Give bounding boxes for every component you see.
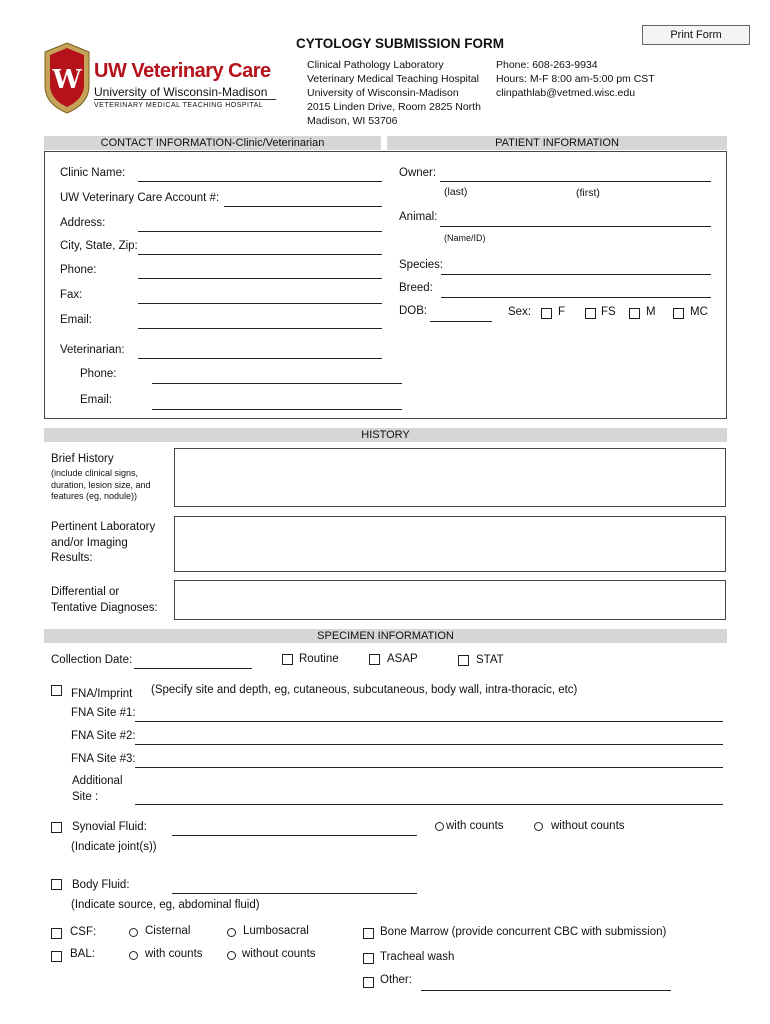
lab-contact: Phone: 608-263-9934 Hours: M-F 8:00 am-5:00 pm CST clinpathlab@vetmed.wisc.edu: [496, 59, 655, 99]
collection-date-field[interactable]: [134, 668, 252, 669]
differential-label: Differential or Tentative Diagnoses:: [51, 586, 158, 614]
bal-label: BAL:: [70, 948, 95, 960]
csf-label: CSF:: [70, 926, 97, 938]
synovial-checkbox[interactable]: [51, 822, 62, 833]
asap-checkbox[interactable]: [369, 654, 380, 665]
owner-label: Owner:: [399, 167, 437, 179]
tracheal-wash-label: Tracheal wash: [380, 951, 455, 963]
sex-m-checkbox[interactable]: [629, 308, 640, 319]
clinic-name-field[interactable]: [138, 181, 382, 182]
owner-field[interactable]: [440, 181, 711, 182]
fna-label: FNA/Imprint: [71, 688, 133, 700]
address-field[interactable]: [138, 231, 382, 232]
lab-results-label: Pertinent Laboratory and/or Imaging Results:: [51, 521, 156, 564]
species-field[interactable]: [441, 274, 711, 275]
vet-email-field[interactable]: [152, 409, 402, 410]
other-field[interactable]: [421, 990, 671, 991]
phone-field[interactable]: [138, 278, 382, 279]
sex-fs-checkbox[interactable]: [585, 308, 596, 319]
brief-history-label: Brief History: [51, 453, 114, 465]
synovial-without-counts-radio[interactable]: [534, 822, 543, 831]
cisternal-radio[interactable]: [129, 928, 138, 937]
species-label: Species:: [399, 259, 444, 271]
email-label: Email:: [60, 314, 92, 326]
sex-label: Sex:: [508, 306, 532, 318]
bal-without-counts-label: without counts: [242, 948, 316, 960]
address-label: Address:: [60, 217, 106, 229]
sex-m-label: M: [646, 306, 656, 318]
bone-marrow-label: Bone Marrow (provide concurrent CBC with submission): [380, 926, 667, 938]
additional-site-label: Additional Site :: [72, 775, 123, 803]
owner-first-hint: (first): [576, 187, 600, 199]
vet-email-label: Email:: [80, 394, 112, 406]
lumbosacral-radio[interactable]: [227, 928, 236, 937]
stat-checkbox[interactable]: [458, 655, 469, 666]
asap-label: ASAP: [387, 653, 418, 665]
lumbosacral-label: Lumbosacral: [243, 925, 309, 937]
sex-f-checkbox[interactable]: [541, 308, 552, 319]
csf-checkbox[interactable]: [51, 928, 62, 939]
joint-hint: (Indicate joint(s)): [71, 841, 157, 853]
synovial-with-counts-label: with counts: [446, 820, 504, 832]
phone-label: Phone:: [60, 264, 97, 276]
dob-field[interactable]: [430, 321, 492, 322]
fna-site3-label: FNA Site #3:: [71, 753, 136, 765]
stat-label: STAT: [476, 654, 504, 666]
bone-marrow-checkbox[interactable]: [363, 928, 374, 939]
breed-field[interactable]: [441, 297, 711, 298]
clinic-name-label: Clinic Name:: [60, 167, 126, 179]
contact-section-header: CONTACT INFORMATION-Clinic/Veterinarian: [44, 136, 381, 150]
lab-address: Clinical Pathology Laboratory Veterinary Medical Teaching Hospital University of Wisconsin-Madison 2015 Linden Drive, Room 2825 North Madison, WI 53706: [307, 59, 481, 127]
lab-results-field[interactable]: [174, 516, 726, 572]
tracheal-wash-checkbox[interactable]: [363, 953, 374, 964]
breed-label: Breed:: [399, 282, 433, 294]
sex-mc-label: MC: [690, 306, 708, 318]
vet-phone-field[interactable]: [152, 383, 402, 384]
fna-note: (Specify site and depth, eg, cutaneous, subcutaneous, body wall, intra-thoracic, etc): [151, 684, 578, 696]
logo-name: UW Veterinary Care: [94, 60, 271, 82]
fna-checkbox[interactable]: [51, 685, 62, 696]
synovial-label: Synovial Fluid:: [72, 821, 147, 833]
uw-shield-logo: [44, 42, 90, 114]
synovial-with-counts-radio[interactable]: [435, 822, 444, 831]
logo-university: University of Wisconsin-Madison: [94, 85, 268, 99]
patient-section-header: PATIENT INFORMATION: [387, 136, 727, 150]
animal-field[interactable]: [440, 226, 711, 227]
fna-site2-label: FNA Site #2:: [71, 730, 136, 742]
owner-last-hint: (last): [444, 186, 468, 198]
fax-label: Fax:: [60, 289, 83, 301]
dob-label: DOB:: [399, 305, 428, 317]
differential-field[interactable]: [174, 580, 726, 620]
additional-site-field[interactable]: [135, 804, 723, 805]
synovial-field[interactable]: [172, 835, 417, 836]
logo-divider: [94, 99, 276, 100]
other-label: Other:: [380, 974, 412, 986]
fna-site1-label: FNA Site #1:: [71, 707, 136, 719]
animal-id-hint: (Name/ID): [444, 233, 486, 243]
sex-f-label: F: [558, 306, 566, 318]
body-fluid-label: Body Fluid:: [72, 879, 130, 891]
fax-field[interactable]: [138, 303, 382, 304]
print-form-button[interactable]: Print Form: [642, 25, 750, 45]
animal-label: Animal:: [399, 211, 438, 223]
brief-history-field[interactable]: [174, 448, 726, 507]
synovial-without-counts-label: without counts: [551, 820, 625, 832]
fna-site3-field[interactable]: [135, 767, 723, 768]
sex-fs-label: FS: [601, 306, 616, 318]
bal-without-counts-radio[interactable]: [227, 951, 236, 960]
account-label: UW Veterinary Care Account #:: [60, 192, 220, 204]
form-title: CYTOLOGY SUBMISSION FORM: [296, 36, 505, 51]
veterinarian-label: Veterinarian:: [60, 344, 125, 356]
brief-history-note: (include clinical signs, duration, lesion size, and features (eg, nodule)): [51, 468, 151, 501]
vet-phone-label: Phone:: [80, 368, 117, 380]
email-field[interactable]: [138, 328, 382, 329]
routine-label: Routine: [299, 653, 339, 665]
cisternal-label: Cisternal: [145, 925, 191, 937]
body-fluid-field[interactable]: [172, 893, 417, 894]
fna-site1-field[interactable]: [135, 721, 723, 722]
bal-with-counts-radio[interactable]: [129, 951, 138, 960]
account-field[interactable]: [224, 206, 382, 207]
collection-date-label: Collection Date:: [51, 654, 133, 666]
routine-checkbox[interactable]: [282, 654, 293, 665]
source-hint: (Indicate source, eg, abdominal fluid): [71, 899, 260, 911]
bal-checkbox[interactable]: [51, 951, 62, 962]
history-section-header: HISTORY: [44, 428, 727, 442]
other-checkbox[interactable]: [363, 977, 374, 988]
sex-mc-checkbox[interactable]: [673, 308, 684, 319]
fna-site2-field[interactable]: [135, 744, 723, 745]
logo-hospital: VETERINARY MEDICAL TEACHING HOSPITAL: [94, 102, 264, 109]
bal-with-counts-label: with counts: [145, 948, 203, 960]
shield-letter: W: [52, 65, 82, 95]
specimen-section-header: SPECIMEN INFORMATION: [44, 629, 727, 643]
body-fluid-checkbox[interactable]: [51, 879, 62, 890]
city-label: City, State, Zip:: [60, 240, 138, 252]
city-field[interactable]: [138, 254, 382, 255]
veterinarian-field[interactable]: [138, 358, 382, 359]
